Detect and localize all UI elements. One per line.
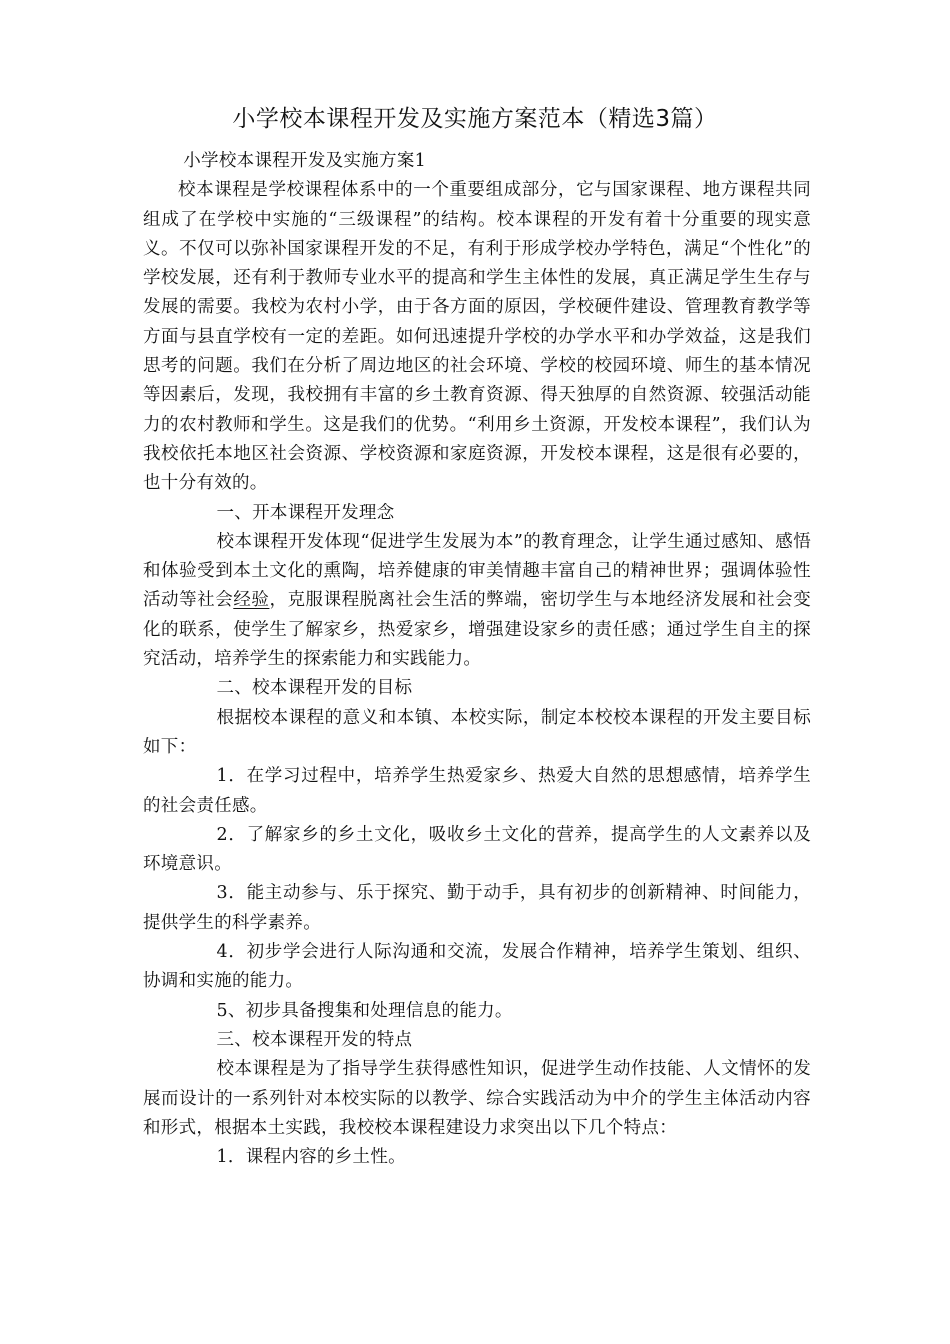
section-1-text-before: 校本课程开发体现“促进学生发展为本”的教育理念，让学生通过感知、感悟和体验受到本土文化的熏陶，培养健康的审美情趣丰富自己的精神世界；强调体验性活动等社会 xyxy=(143,531,811,611)
section-1-text-after: ，克服课程脱离社会生活的弊端，密切学生与本地经济发展和社会变化的联系，使学生了解家乡，热爱家乡，增强建设家乡的责任感；通过学生自主的探究活动，培养学生的探索能力和实践能力。 xyxy=(143,590,811,670)
goal-item-1: 1．在学习过程中，培养学生热爱家乡、热爱大自然的思想感情，培养学生的社会责任感。 xyxy=(143,766,811,816)
feature-item-1: 1．课程内容的乡土性。 xyxy=(216,1147,406,1168)
goal-item-4: 4．初步学会进行人际沟通和交流，发展合作精神，培养学生策划、组织、协调和实施的能力。 xyxy=(143,942,811,992)
section-subtitle: 小学校本课程开发及实施方案1 xyxy=(183,151,427,171)
intro-paragraph: 校本课程是学校课程体系中的一个重要组成部分，它与国家课程、地方课程共同组成了在学校中实施的“三级课程”的结构。校本课程的开发有着十分重要的现实意义。不仅可以弥补国家课程开发的不足，有利于形成学校办学特色，满足“个性化”的学校发展，还有利于教师专业水平的提高和学生主体性的发展，真正满足学生生存与发展的需要。我校为农村小学，由于各方面的原因，学校硬件建设、管理教育教学等方面与县直学校有一定的差距。如何迅速提升学校的办学水平和办学效益，这是我们思考的问题。我们在分析了周边地区的社会环境、学校的校园环境、师生的基本情况等因素后，发现，我校拥有丰富的乡土教育资源、得天独厚的自然资源、较强活动能力的农村教师和学生。这是我们的优势。“利用乡土资源，开发校本课程”，我们认为我校依托本地区社会资源、学校资源和家庭资源，开发校本课程，这是很有必要的，也十分有效的。 xyxy=(143,180,811,494)
section-1-paragraph xyxy=(143,528,811,674)
section-2-paragraph: 根据校本课程的意义和本镇、本校实际，制定本校校本课程的开发主要目标如下： xyxy=(143,707,811,757)
goal-item-2: 2．了解家乡的乡土文化，吸收乡土文化的营养，提高学生的人文素养以及环境意识。 xyxy=(143,824,811,875)
section-heading-3: 三、校本课程开发的特点 xyxy=(216,1029,413,1050)
section-3-paragraph: 校本课程是为了指导学生获得感性知识，促进学生动作技能、人文情怀的发展而设计的一系列针对本校实际的以教学、综合实践活动为中介的学生主体活动内容和形式，根据本土实践，我校校本课程建设力求突出以下几个特点： xyxy=(143,1059,811,1138)
goal-item-5: 5、初步具备搜集和处理信息的能力。 xyxy=(216,1000,513,1021)
document-body xyxy=(143,147,811,1172)
underlined-term: 经验 xyxy=(233,590,270,611)
section-heading-1: 一、开本课程开发理念 xyxy=(216,502,395,523)
section-heading-2: 二、校本课程开发的目标 xyxy=(216,678,413,699)
document-title: 小学校本课程开发及实施方案范本（精选3篇） xyxy=(232,106,718,132)
goal-item-3: 3．能主动参与、乐于探究、勤于动手，具有初步的创新精神、时间能力，提供学生的科学素养。 xyxy=(143,883,811,933)
